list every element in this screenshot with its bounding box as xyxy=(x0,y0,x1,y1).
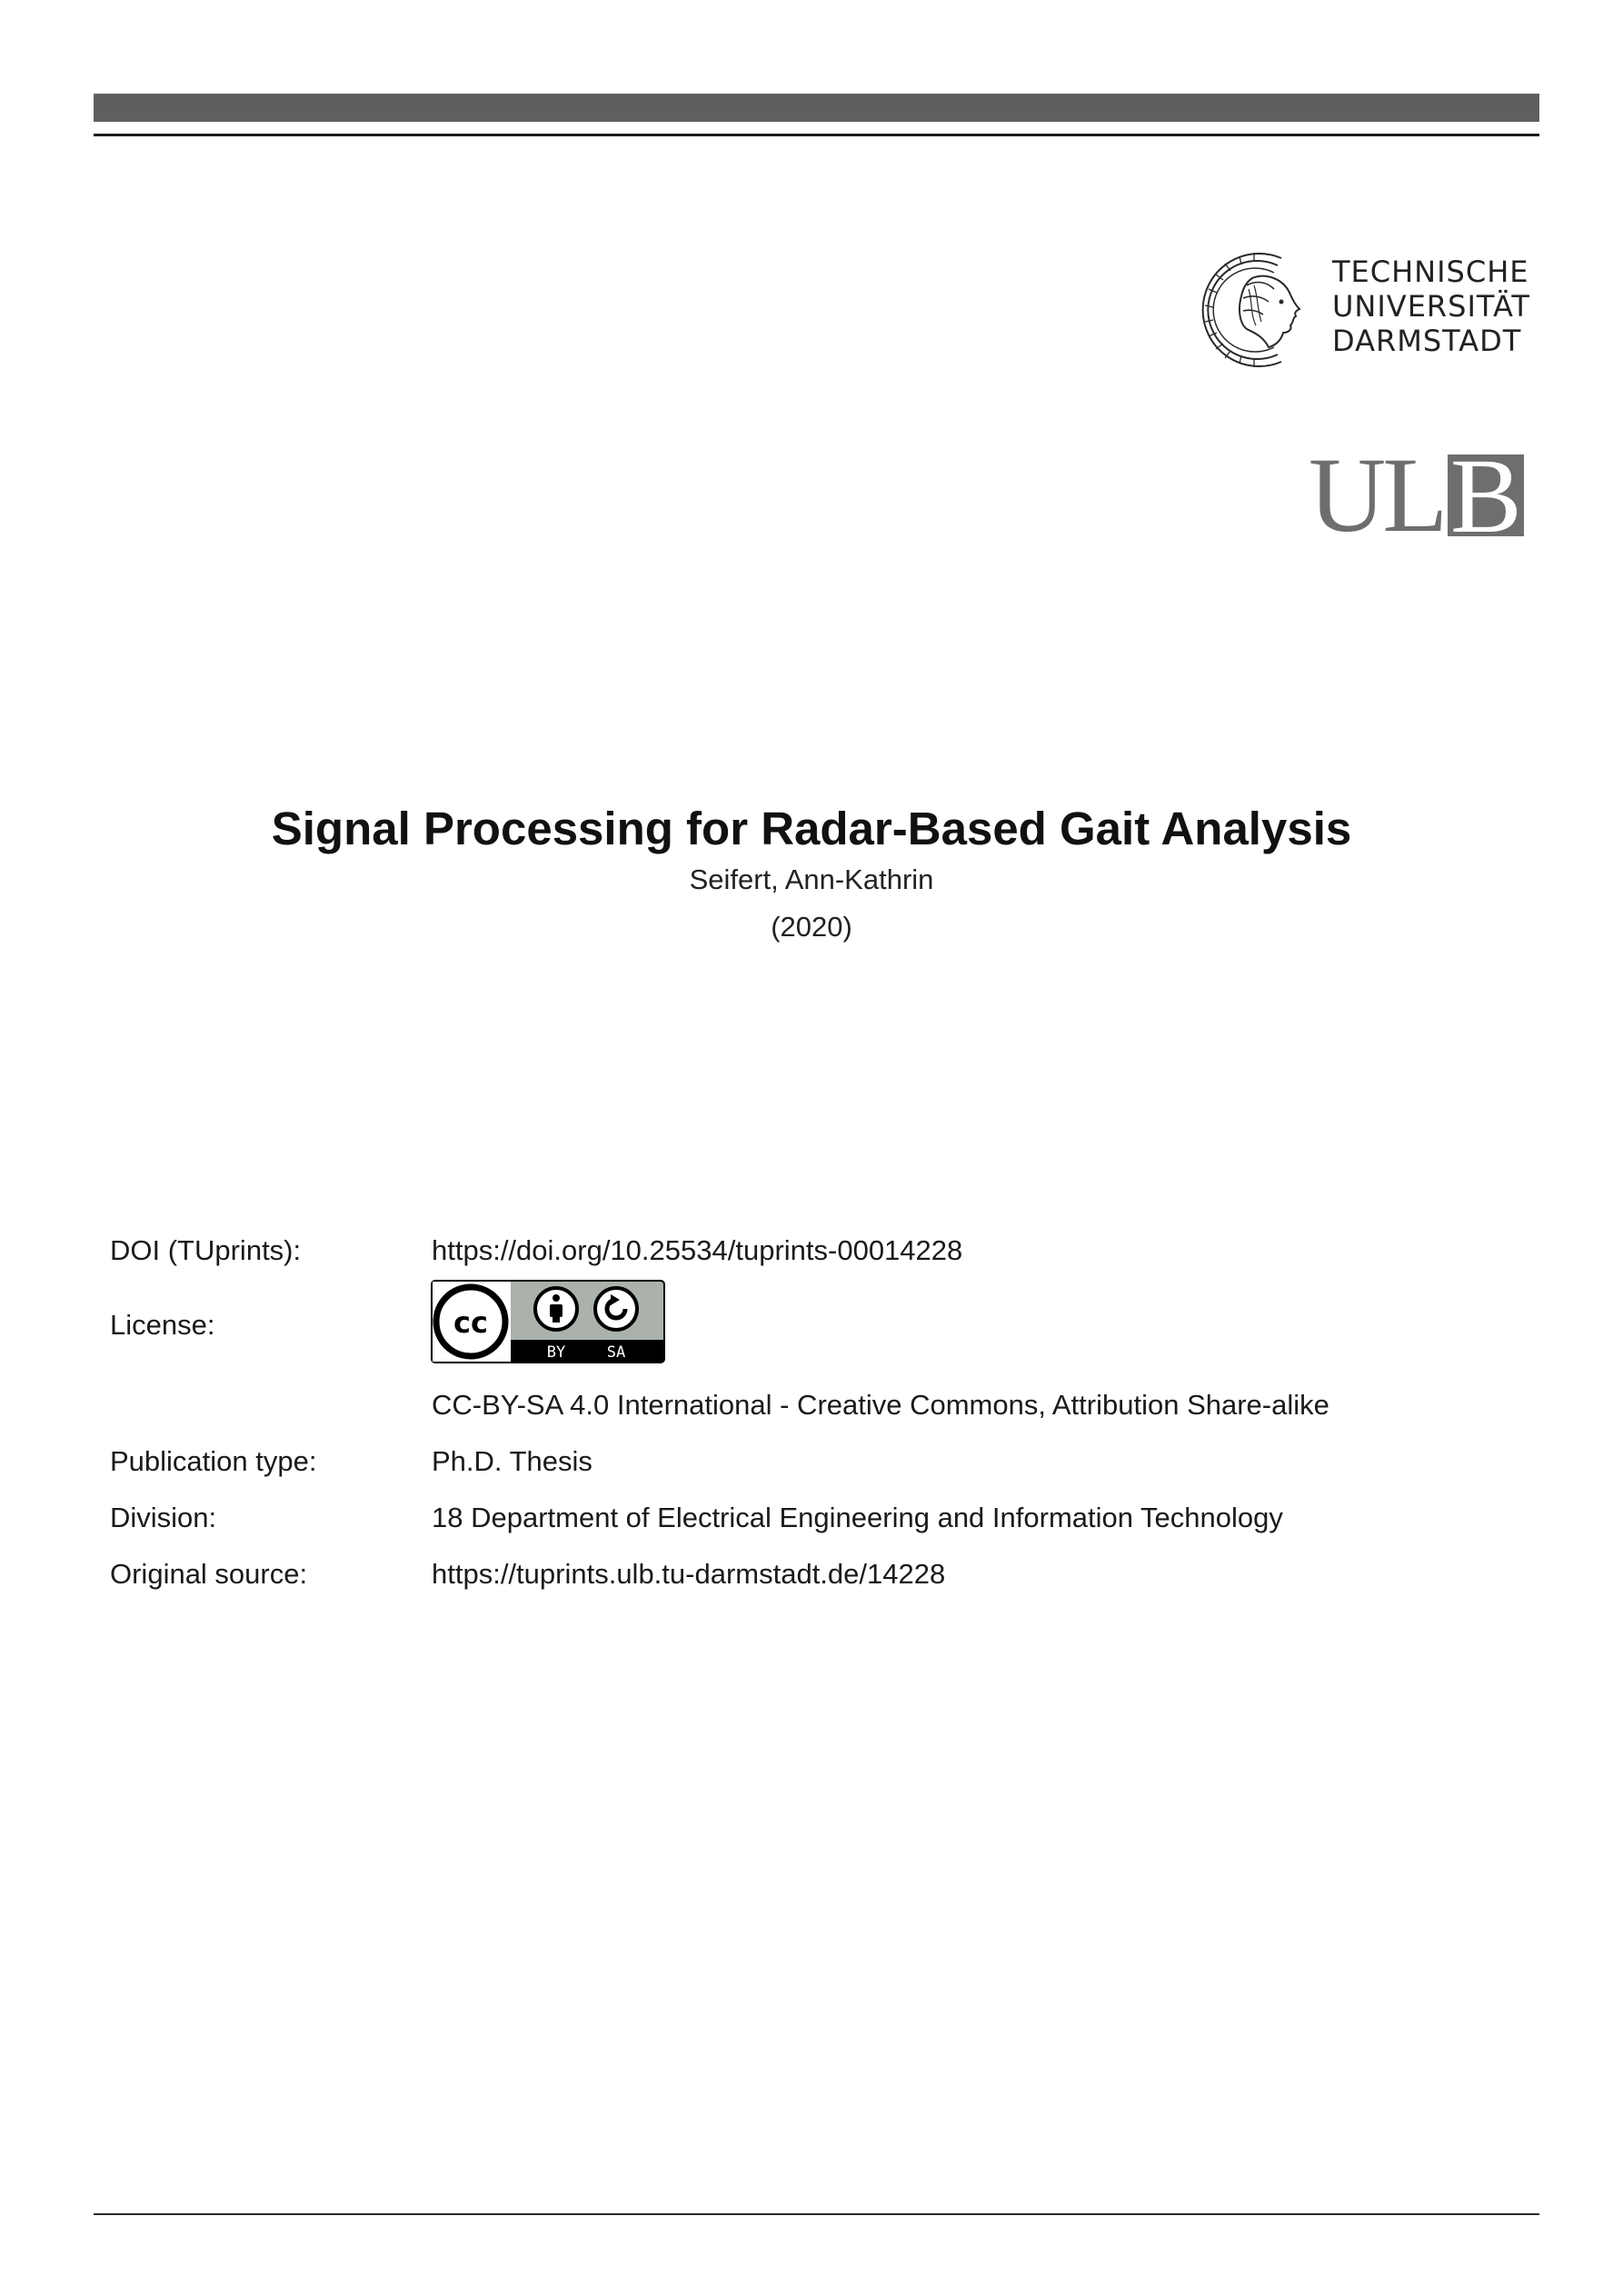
tu-darmstadt-logo xyxy=(1198,245,1543,374)
ulb-logo-ul: UL xyxy=(1309,435,1445,554)
document-author: Seifert, Ann-Kathrin xyxy=(689,863,934,895)
title-block xyxy=(0,800,1623,947)
header-bar xyxy=(94,94,1539,122)
cc-icon xyxy=(436,1287,505,1356)
ulb-logo xyxy=(1309,435,1541,554)
division-value: 18 Department of Electrical Engineering and Information Technology xyxy=(432,1502,1283,1533)
source-label: Original source: xyxy=(110,1558,308,1590)
badge-by-label: BY xyxy=(546,1343,566,1362)
cc-by-sa-badge[interactable] xyxy=(431,1280,665,1363)
ulb-logo-b: B xyxy=(1448,454,1524,536)
source-link[interactable]: https://tuprints.ulb.tu-darmstadt.de/14228 xyxy=(432,1558,946,1590)
header-rule xyxy=(94,134,1539,136)
tud-line-3: DARMSTADT xyxy=(1332,324,1522,358)
badge-sa-label: SA xyxy=(606,1343,626,1362)
tud-line-2: UNIVERSITÄT xyxy=(1332,289,1530,324)
footer-rule xyxy=(94,2213,1539,2215)
license-value: CC-BY-SA 4.0 International - Creative Commons, Attribution Share-alike xyxy=(432,1389,1329,1421)
tu-darmstadt-wordmark xyxy=(1332,255,1530,358)
doi-label: DOI (TUprints): xyxy=(110,1234,302,1266)
publication-type-label: Publication type: xyxy=(110,1445,317,1477)
share-alike-icon xyxy=(595,1288,637,1330)
cc-icon-text: cc xyxy=(453,1305,488,1340)
division-label: Division: xyxy=(110,1502,217,1533)
doi-link[interactable]: https://doi.org/10.25534/tuprints-00014228 xyxy=(432,1234,963,1266)
publication-type-value: Ph.D. Thesis xyxy=(432,1445,592,1477)
document-title: Signal Processing for Radar-Based Gait Analysis xyxy=(271,803,1352,854)
tud-line-1: TECHNISCHE xyxy=(1332,255,1529,289)
document-year: (2020) xyxy=(771,911,852,943)
athena-seal-icon xyxy=(1198,245,1309,374)
attribution-icon xyxy=(535,1288,577,1330)
license-label: License: xyxy=(110,1309,215,1341)
